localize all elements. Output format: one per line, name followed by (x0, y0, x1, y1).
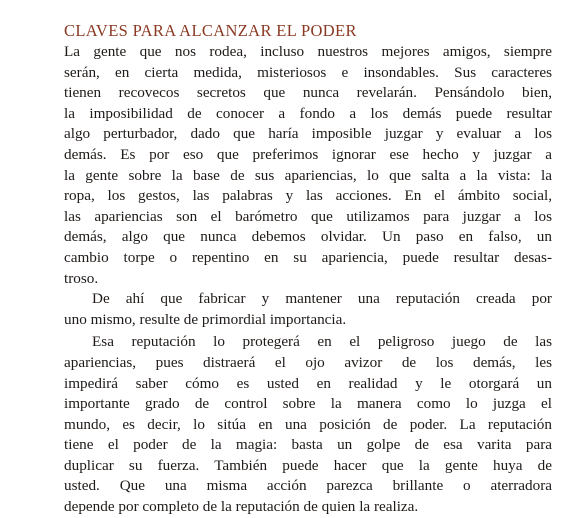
paragraph-line: apariencias, pues distraerá el ojo avizor de los demás, les (64, 353, 552, 371)
paragraph-line: Esa reputación lo protegerá en el peligroso juego de las (92, 333, 552, 351)
paragraph-line: uno mismo, resulte de primordial importancia. (64, 310, 347, 328)
paragraph-line: la imposibilidad de conocer a fondo a los demás puede resultar (64, 104, 552, 122)
paragraph-line: troso. (64, 269, 99, 287)
paragraph-line: cambio torpe o repentino en su apariencia, puede resultar desas- (64, 248, 552, 266)
paragraph-1 (64, 42, 552, 289)
section-heading: CLAVES PARA ALCANZAR EL PODER (64, 21, 357, 40)
paragraph-line: tiene el poder de la magia: basta un golpe de esa varita para (64, 436, 552, 454)
paragraph-line: algo perturbador, dado que haría imposible juzgar y evaluar a los (64, 125, 552, 143)
paragraph-line: importante grado de control sobre la manera como lo juzga el (64, 395, 552, 413)
paragraph-line: depende por completo de la reputación de quien la realiza. (64, 498, 419, 516)
paragraph-line: la gente sobre la base de sus apariencias, lo que salta a la vista: la (64, 166, 552, 184)
paragraph-line: ropa, los gestos, las palabras y las acciones. En el ámbito social, (64, 187, 552, 205)
paragraph-line: demás. Es por eso que preferimos ignorar ese hecho y juzgar a (64, 145, 552, 163)
paragraph-line: usted. Que una misma acción parezca brillante o aterradora (64, 477, 552, 495)
paragraph-line: demás, algo que nunca debemos olvidar. Un paso en falso, un (64, 228, 552, 246)
document-page (64, 20, 552, 518)
paragraph-3 (64, 332, 552, 517)
paragraph-line: serán, en cierta medida, misteriosos e insondables. Sus caracteres (64, 63, 552, 81)
paragraph-2 (64, 289, 552, 330)
paragraph-line: De ahí que fabricar y mantener una reputación creada por (92, 290, 552, 308)
paragraph-line: tienen recovecos secretos que nunca revelarán. Pensándolo bien, (64, 84, 552, 102)
paragraph-line: duplicar su fuerza. También puede hacer que la gente huya de (64, 456, 552, 474)
paragraph-line: las apariencias son el barómetro que utilizamos para juzgar a los (64, 207, 552, 225)
paragraph-line: mundo, es decir, lo sitúa en una posición de poder. La reputación (64, 415, 552, 433)
paragraph-line: impedirá saber cómo es usted en realidad y le otorgará un (64, 374, 552, 392)
paragraph-line: La gente que nos rodea, incluso nuestros mejores amigos, siempre (64, 43, 552, 60)
